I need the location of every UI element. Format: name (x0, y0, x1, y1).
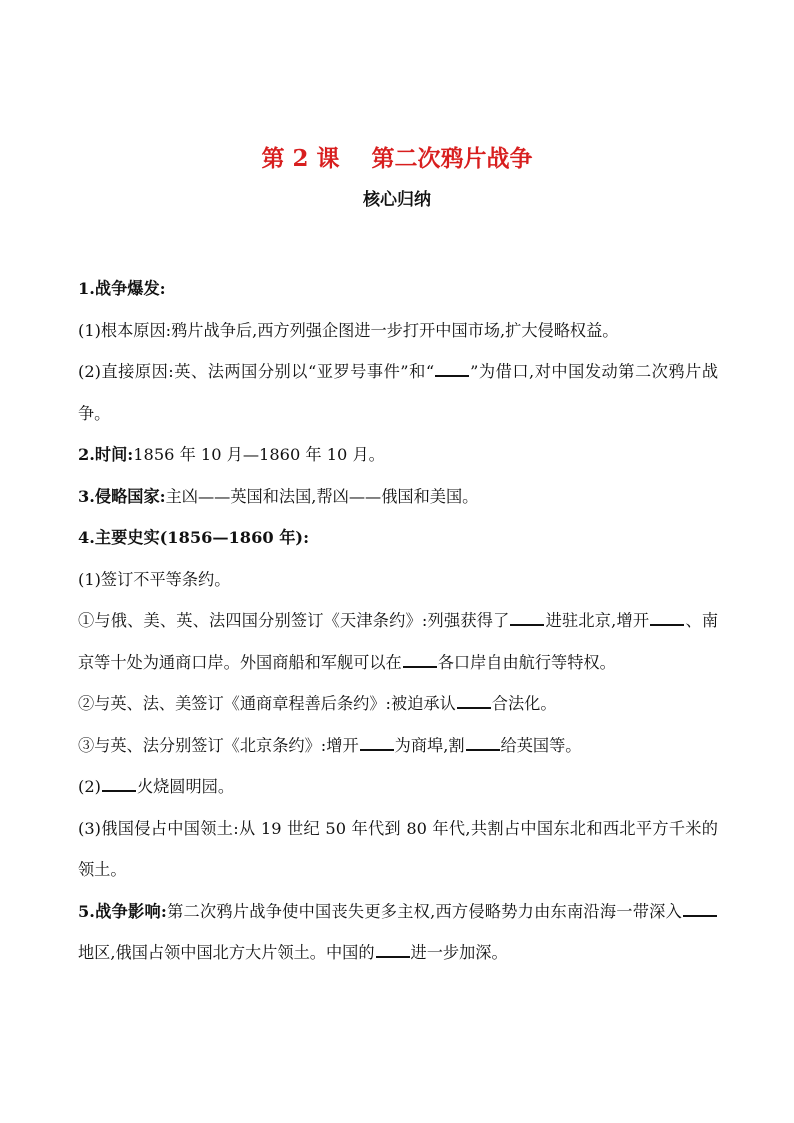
section-4-treaty-beijing: ③与英、法分别签订《北京条约》:增开 为商埠,割 给英国等。 (78, 735, 582, 755)
fill-in-blank (510, 610, 544, 626)
fill-in-blank (435, 361, 469, 377)
fill-in-blank (376, 942, 410, 958)
section-2-time: 2.时间:1856 年 10 月—1860 年 10 月。 (78, 445, 385, 464)
fill-in-blank (466, 735, 500, 751)
fill-in-blank (403, 652, 437, 668)
section-4-treaty-tianjin: ①与俄、美、英、法四国分别签订《天津条约》:列强获得了 进驻北京,增开 、南京等十处为通商口岸。外国商船和军舰可以在 各口岸自由航行等特权。 (78, 611, 719, 672)
section-4-russia-territory: (3)俄国侵占中国领土:从 19 世纪 50 年代到 80 年代,共割占中国东北和西北平方千米的领土。 (78, 818, 718, 879)
section-1-root-cause: (1)根本原因:鸦片战争后,西方列强企图进一步打开中国市场,扩大侵略权益。 (78, 320, 619, 340)
section-4-heading: 4.主要史实(1856—1860 年): (78, 528, 310, 547)
section-3-aggressors: 3.侵略国家:主凶——英国和法国,帮凶——俄国和美国。 (78, 486, 479, 506)
fill-in-blank (102, 776, 136, 792)
page-subtitle: 核心归纳 (363, 190, 431, 210)
section-1-direct-cause: (2)直接原因:英、法两国分别以“亚罗号事件”和“ ”为借口,对中国发动第二次鸦片战争。 (78, 362, 719, 423)
fill-in-blank (457, 693, 491, 709)
section-1-heading: 1.战争爆发: (78, 279, 166, 298)
section-4-treaties-intro: (1)签订不平等条约。 (78, 569, 231, 589)
page-title: 第 2 课 第二次鸦片战争 (261, 145, 533, 172)
document-body (78, 268, 718, 974)
fill-in-blank (650, 610, 684, 626)
section-5-impact: 5.战争影响:第二次鸦片战争使中国丧失更多主权,西方侵略势力由东南沿海一带深入地区,俄国占领中国北方大片领土。中国的 进一步加深。 (78, 891, 718, 974)
fill-in-blank (683, 901, 717, 917)
section-4-treaty-commerce: ②与英、法、美签订《通商章程善后条约》:被迫承认 合法化。 (78, 694, 557, 713)
fill-in-blank (360, 735, 394, 751)
section-4-burning: (2) 火烧圆明园。 (78, 777, 235, 796)
